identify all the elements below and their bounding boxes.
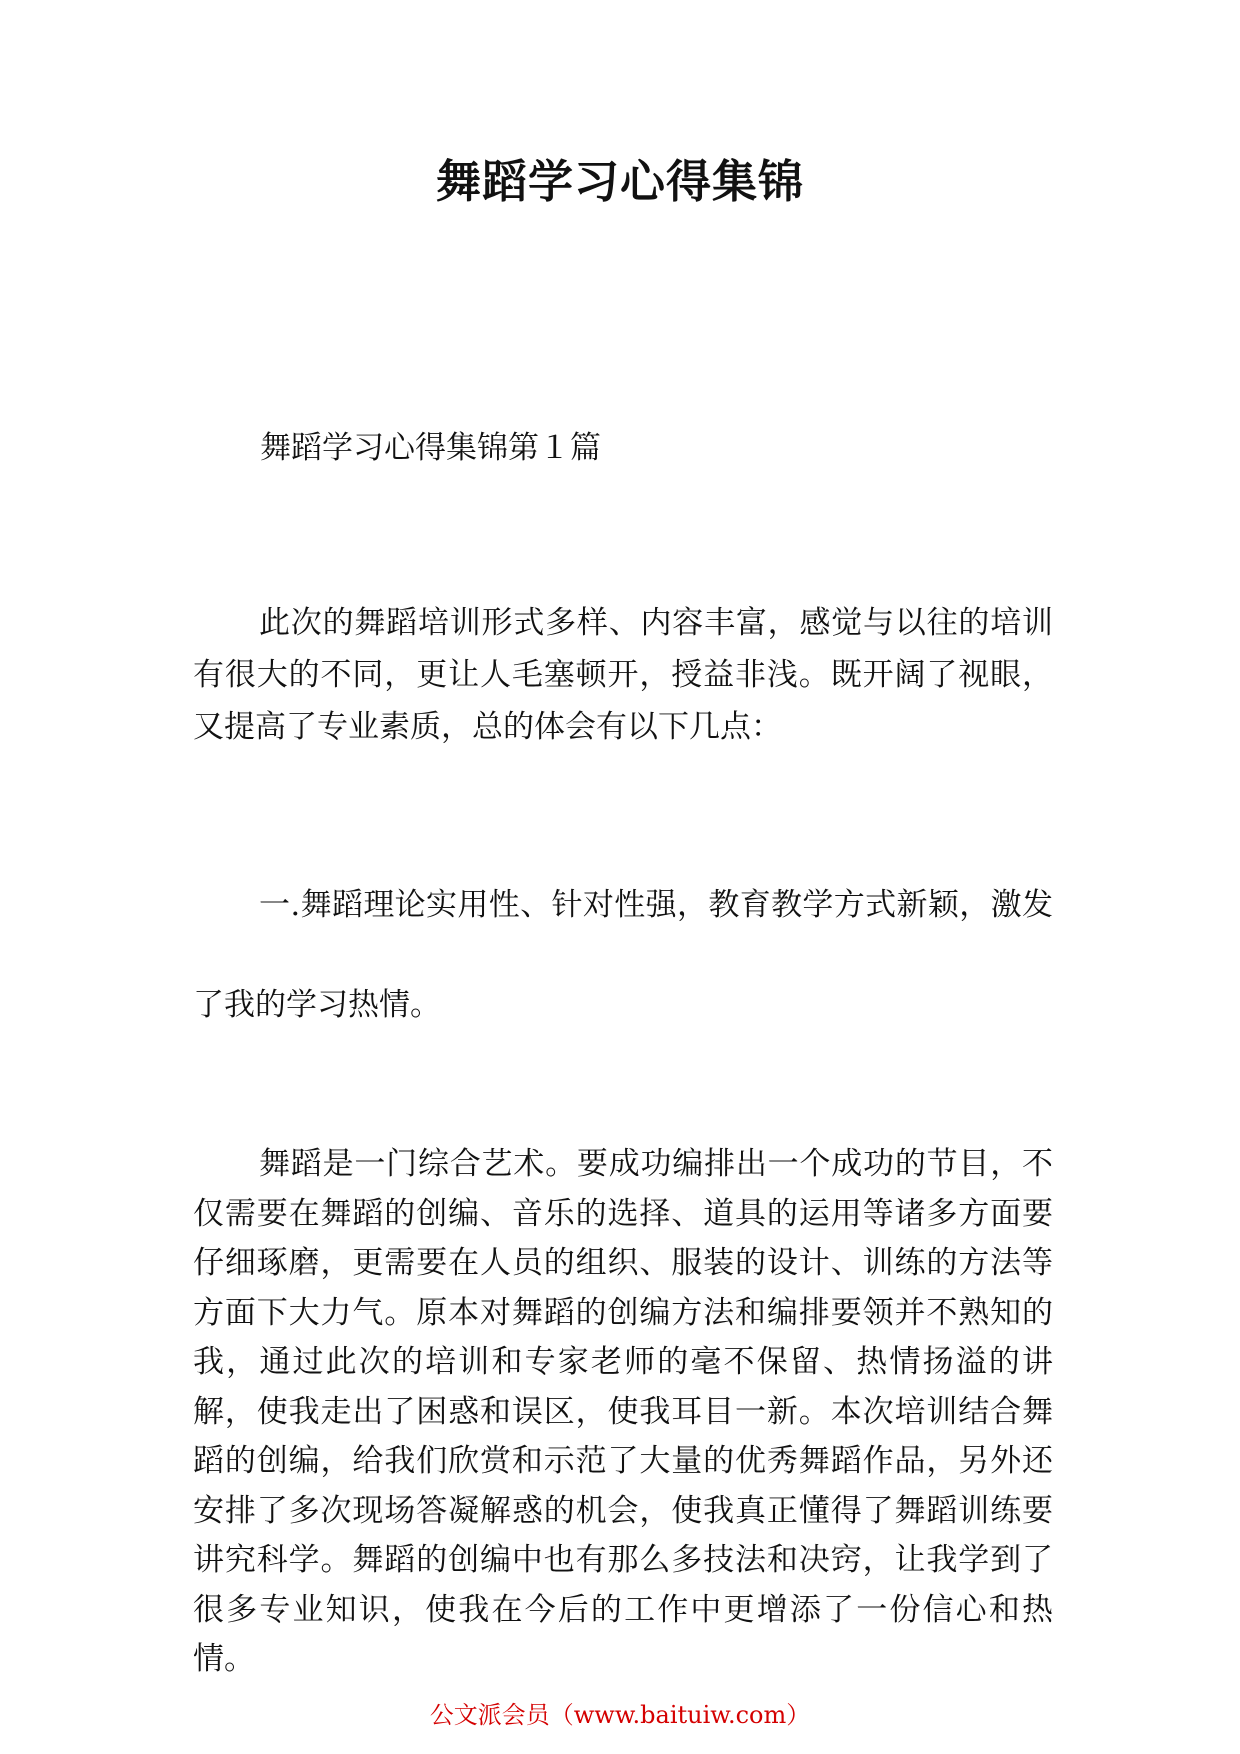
footer-watermark: 公文派会员（www.baituiw.com） [429,1701,811,1729]
paragraph-body: 舞蹈是一门综合艺术。要成功编排出一个成功的节目，不仅需要在舞蹈的创编、音乐的选择、道具的运用等诸多方面要仔细琢磨，更需要在人员的组织、服装的设计、训练的方法等方面下大力气。原本对舞蹈的创编方法和编排要领并不熟知的我，通过此次的培训和专家老师的毫不保留、热情扬溢的讲解，使我走出了困惑和误区，使我耳目一新。本次培训结合舞蹈的创编，给我们欣赏和示范了大量的优秀舞蹈作品，另外还安排了多次现场答凝解惑的机会，使我真正懂得了舞蹈训练要讲究科学。舞蹈的创编中也有那么多技法和决窍，让我学到了很多专业知识，使我在今后的工作中更增添了一份信心和热情。 [193,1146,1053,1677]
paragraph-intro: 此次的舞蹈培训形式多样、内容丰富，感觉与以往的培训有很大的不同，更让人毛塞顿开，授益非浅。既开阔了视眼，又提高了专业素质，总的体会有以下几点： [193,605,1053,745]
document-title: 舞蹈学习心得集锦 [435,155,804,208]
section-title: 舞蹈学习心得集锦第１篇 [260,430,601,466]
paragraph-point-one: 一.舞蹈理论实用性、针对性强，教育教学方式新颖，激发了我的学习热情。 [193,887,1053,1023]
